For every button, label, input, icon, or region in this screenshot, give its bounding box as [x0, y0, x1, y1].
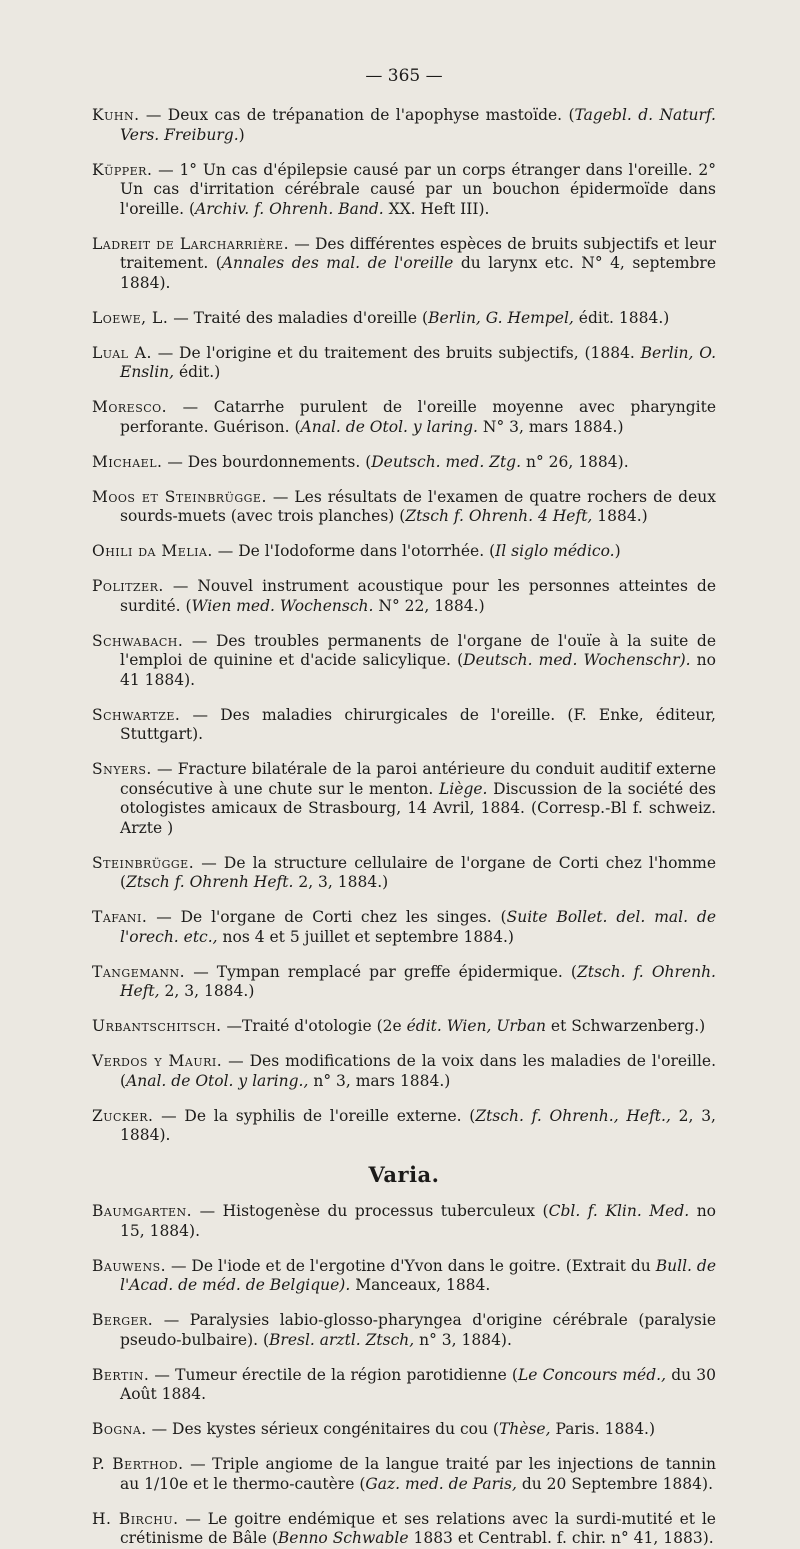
entry-author: Politzer. [92, 577, 164, 595]
entry-source: Le Concours méd., [517, 1365, 667, 1384]
entry-text: — Le goitre endémique et ses relations avec la surdi-mutité et le crétinisme de Bâle ( [120, 1509, 716, 1547]
entry-author: Bogna. [92, 1420, 147, 1438]
entry-text-end: du 20 Septembre 1884). [516, 1474, 713, 1493]
entry-author: Schwabach. [92, 631, 184, 650]
entry-text: — Paralysies labio-glosso-pharyngea d'origine cérébrale (paralysie pseudo-bulbaire). ( [120, 1311, 716, 1349]
entry-source: Berlin, O. Enslin, [120, 343, 716, 381]
entry-source: Cbl. f. Klin. Med. [548, 1202, 690, 1220]
entry-source: Anal. de Otol. y laring., [126, 1071, 309, 1090]
entry-text-end: 2, 3, 1884.) [159, 982, 255, 1000]
entry-text: — Tympan remplacé par greffe épidermique. ( [185, 962, 577, 981]
bibliography-entry [92, 235, 716, 294]
entry-text-end: nos 4 et 5 juillet et septembre 1884.) [217, 927, 514, 946]
entry-text: — Des bourdonnements. ( [162, 452, 372, 471]
entry-text: — Triple angiome de la langue traité par les injections de tannin au 1/10e et le thermo-cautère ( [120, 1455, 716, 1493]
entry-source: Archiv. f. Ohrenh. Band. [195, 199, 384, 218]
entry-text: — Histogenèse du processus tuberculeux ( [192, 1202, 549, 1220]
entry-text: — Les résultats de l'examen de quatre rochers de deux sourds-muets (avec trois planches) ( [120, 487, 716, 525]
entry-text-end: du 30 Août 1884. [120, 1365, 717, 1403]
bibliography-entry [92, 1107, 716, 1146]
bibliography-entry [92, 398, 716, 437]
section-heading-varia: Varia. [368, 1161, 440, 1187]
bibliography-entry [92, 1052, 716, 1091]
entry-text: — Des troubles permanents de l'organe de l'ouïe à la suite de l'emploi de quinine et d'acide salicylique. ( [120, 631, 716, 669]
entry-author: H. Birchu. [92, 1509, 179, 1528]
bibliography-entry [92, 1455, 716, 1494]
entry-text-end: 1883 et Centrabl. f. chir. n° 41, 1883). [408, 1529, 714, 1547]
entry-source: Ztsch. f. Ohrenh., Heft., [475, 1106, 671, 1125]
bibliography-entry [92, 453, 716, 473]
entry-source: Deutsch. med. Wochenschr). [463, 651, 691, 669]
entry-text: — Catarrhe purulent de l'oreille moyenne avec pharyngite perforante. Guérison. ( [120, 398, 716, 436]
entry-source: Annales des mal. de l'oreille [221, 254, 454, 272]
entry-text: — Nouvel instrument acoustique pour les personnes atteintes de surdité. ( [120, 577, 716, 615]
entry-source: édit. Wien, Urban [406, 1017, 546, 1035]
entry-author: Kuhn. [92, 106, 140, 124]
entry-author: Michael. [92, 452, 163, 471]
entry-text: — De la syphilis de l'oreille externe. ( [153, 1106, 476, 1125]
bibliography-entry [92, 577, 716, 616]
entry-text: — Tumeur érectile de la région parotidienne ( [149, 1365, 518, 1384]
entry-source: Liège. [439, 779, 488, 798]
page-number: — 365 — [365, 66, 443, 86]
entry-source: Ztsch. f. Ohrenh. Heft, [120, 962, 716, 1000]
entry-text: — Des différentes espèces de bruits subjectifs et leur traitement. ( [120, 234, 716, 272]
entry-text: — Des kystes sérieux congénitaires du cou ( [146, 1420, 499, 1438]
entry-text: — Fracture bilatérale de la paroi antérieure du conduit auditif externe consécutive à une chute sur le menton. [120, 760, 716, 798]
entry-author: Ohili da Melia. [92, 542, 213, 560]
entry-text-end: N° 3, mars 1884.) [477, 417, 624, 436]
entry-source: Anal. de Otol. y laring. [300, 417, 478, 436]
entry-author: Moresco. [92, 398, 168, 416]
entry-author: Tafani. [92, 908, 148, 926]
entry-text-end: et Schwarzenberg.) [546, 1017, 706, 1035]
entry-author: Tangemann. [92, 962, 186, 981]
bibliography-entry [92, 760, 716, 838]
entry-text: — De l'organe de Corti chez les singes. ( [147, 908, 507, 926]
entry-text: — 1° Un cas d'épilepsie causé par un corps étranger dans l'oreille. 2° Un cas d'irritation cérébrale causé par un bouchon épidermoïde dans l'oreille. ( [120, 160, 716, 218]
entry-text-end: Discussion de la société des otologistes amicaux de Strasbourg, 14 Avril, 1884. (Corresp.-Bl f. schweiz. Arzte ) [120, 779, 716, 837]
bibliography-list [92, 106, 716, 1146]
entry-text: — De l'origine et du traitement des bruits subjectifs, (1884. [151, 343, 641, 362]
entry-author: Baumgarten. [92, 1202, 193, 1220]
entry-author: Verdos y Mauri. [92, 1052, 223, 1070]
bibliography-entry [92, 344, 716, 383]
bibliography-entry [92, 706, 716, 745]
entry-author: Loewe, L. [92, 308, 169, 327]
bibliography-entry [92, 488, 716, 527]
entry-text-end: 2, 3, 1884.) [293, 873, 389, 891]
entry-text-end: n° 3, 1884). [414, 1330, 512, 1349]
entry-text-end: ) [614, 542, 621, 560]
bibliography-entry [92, 1366, 716, 1405]
entry-text-end: Paris. 1884.) [550, 1420, 656, 1438]
entry-author: Ladreit de Larcharrière. [92, 234, 290, 253]
entry-text-end: 1884.) [592, 507, 648, 525]
entry-source: Gaz. med. de Paris, [365, 1474, 517, 1493]
entry-text-end: ) [238, 125, 245, 144]
entry-text: — De l'Iodoforme dans l'otorrhée. ( [212, 542, 496, 560]
entry-author: Snyers. [92, 760, 152, 778]
entry-author: Steinbrügge. [92, 853, 195, 872]
entry-author: Urbantschitsch. [92, 1017, 222, 1035]
bibliography-entry [92, 908, 716, 947]
bibliography-entry [92, 1017, 716, 1037]
entry-text-end: 2, 3, 1884). [120, 1106, 716, 1144]
entry-source: Deutsch. med. Ztg. [371, 452, 522, 471]
bibliography-entry [92, 1420, 716, 1440]
entry-author: P. Berthod. [92, 1455, 184, 1473]
varia-list [92, 1202, 716, 1549]
bibliography-entry [92, 309, 716, 329]
entry-author: Bertin. [92, 1365, 150, 1384]
entry-text-end: no 41 1884). [120, 651, 716, 689]
entry-author: Berger. [92, 1311, 154, 1329]
bibliography-entry [92, 854, 716, 893]
entry-text: — De la structure cellulaire de l'organe de Corti chez l'homme ( [120, 853, 716, 891]
entry-source: Ztsch f. Ohrenh Heft. [126, 873, 294, 891]
entry-source: Wien med. Wochensch. [191, 596, 374, 615]
entry-text-end: n° 26, 1884). [521, 452, 629, 471]
bibliography-entry [92, 106, 716, 145]
bibliography-entry [92, 1510, 716, 1549]
entry-text-end: XX. Heft III). [383, 199, 490, 218]
entry-source: Ztsch f. Ohrenh. 4 Heft, [405, 507, 593, 525]
entry-text-end: N° 22, 1884.) [373, 596, 485, 615]
bibliography-entry [92, 542, 716, 562]
entry-author: Lual A. [92, 343, 152, 362]
entry-source: Berlin, G. Hempel, [428, 308, 574, 327]
entry-source: Suite Bollet. del. mal. de l'orech. etc., [120, 908, 717, 946]
entry-text: — Traité des maladies d'oreille ( [168, 308, 429, 327]
entry-source: Il siglo médico. [495, 542, 615, 560]
entry-text-end: du larynx etc. N° 4, septembre 1884). [120, 254, 716, 292]
entry-author: Küpper. [92, 160, 153, 179]
entry-text: — Des modifications de la voix dans les maladies de l'oreille. ( [120, 1052, 717, 1090]
bibliography-entry [92, 632, 716, 691]
bibliography-entry [92, 963, 716, 1002]
entry-source: Thèse, [498, 1420, 551, 1438]
entry-text-end: n° 3, mars 1884.) [308, 1071, 451, 1090]
entry-source: Tagebl. d. Naturf. Vers. Freiburg. [120, 106, 716, 144]
entry-source: Bresl. arztl. Ztsch, [269, 1330, 415, 1349]
entry-text: — Deux cas de trépanation de l'apophyse mastoïde. ( [139, 106, 575, 124]
entry-text: —Traité d'otologie (2e [221, 1017, 407, 1035]
entry-source: Benno Schwable [277, 1529, 409, 1547]
entry-text-end: édit.) [174, 363, 221, 381]
bibliography-entry [92, 1311, 716, 1350]
entry-text-end: no 15, 1884). [120, 1202, 717, 1240]
entry-author: Bauwens. [92, 1256, 167, 1275]
bibliography-entry [92, 1202, 716, 1241]
entry-text-end: édit. 1884.) [573, 308, 670, 327]
bibliography-entry [92, 161, 716, 220]
entry-source: Bull. de l'Acad. de méd. de Belgique). [120, 1256, 716, 1294]
entry-author: Moos et Steinbrügge. [92, 487, 267, 506]
entry-author: Schwartze. [92, 705, 181, 724]
entry-text: — Des maladies chirurgicales de l'oreille. (F. Enke, éditeur, Stuttgart). [120, 705, 716, 743]
entry-text: — De l'iode et de l'ergotine d'Yvon dans le goitre. (Extrait du [166, 1256, 656, 1275]
entry-author: Zucker. [92, 1106, 154, 1125]
entry-text-end: Manceaux, 1884. [350, 1276, 491, 1294]
bibliography-entry [92, 1257, 716, 1296]
